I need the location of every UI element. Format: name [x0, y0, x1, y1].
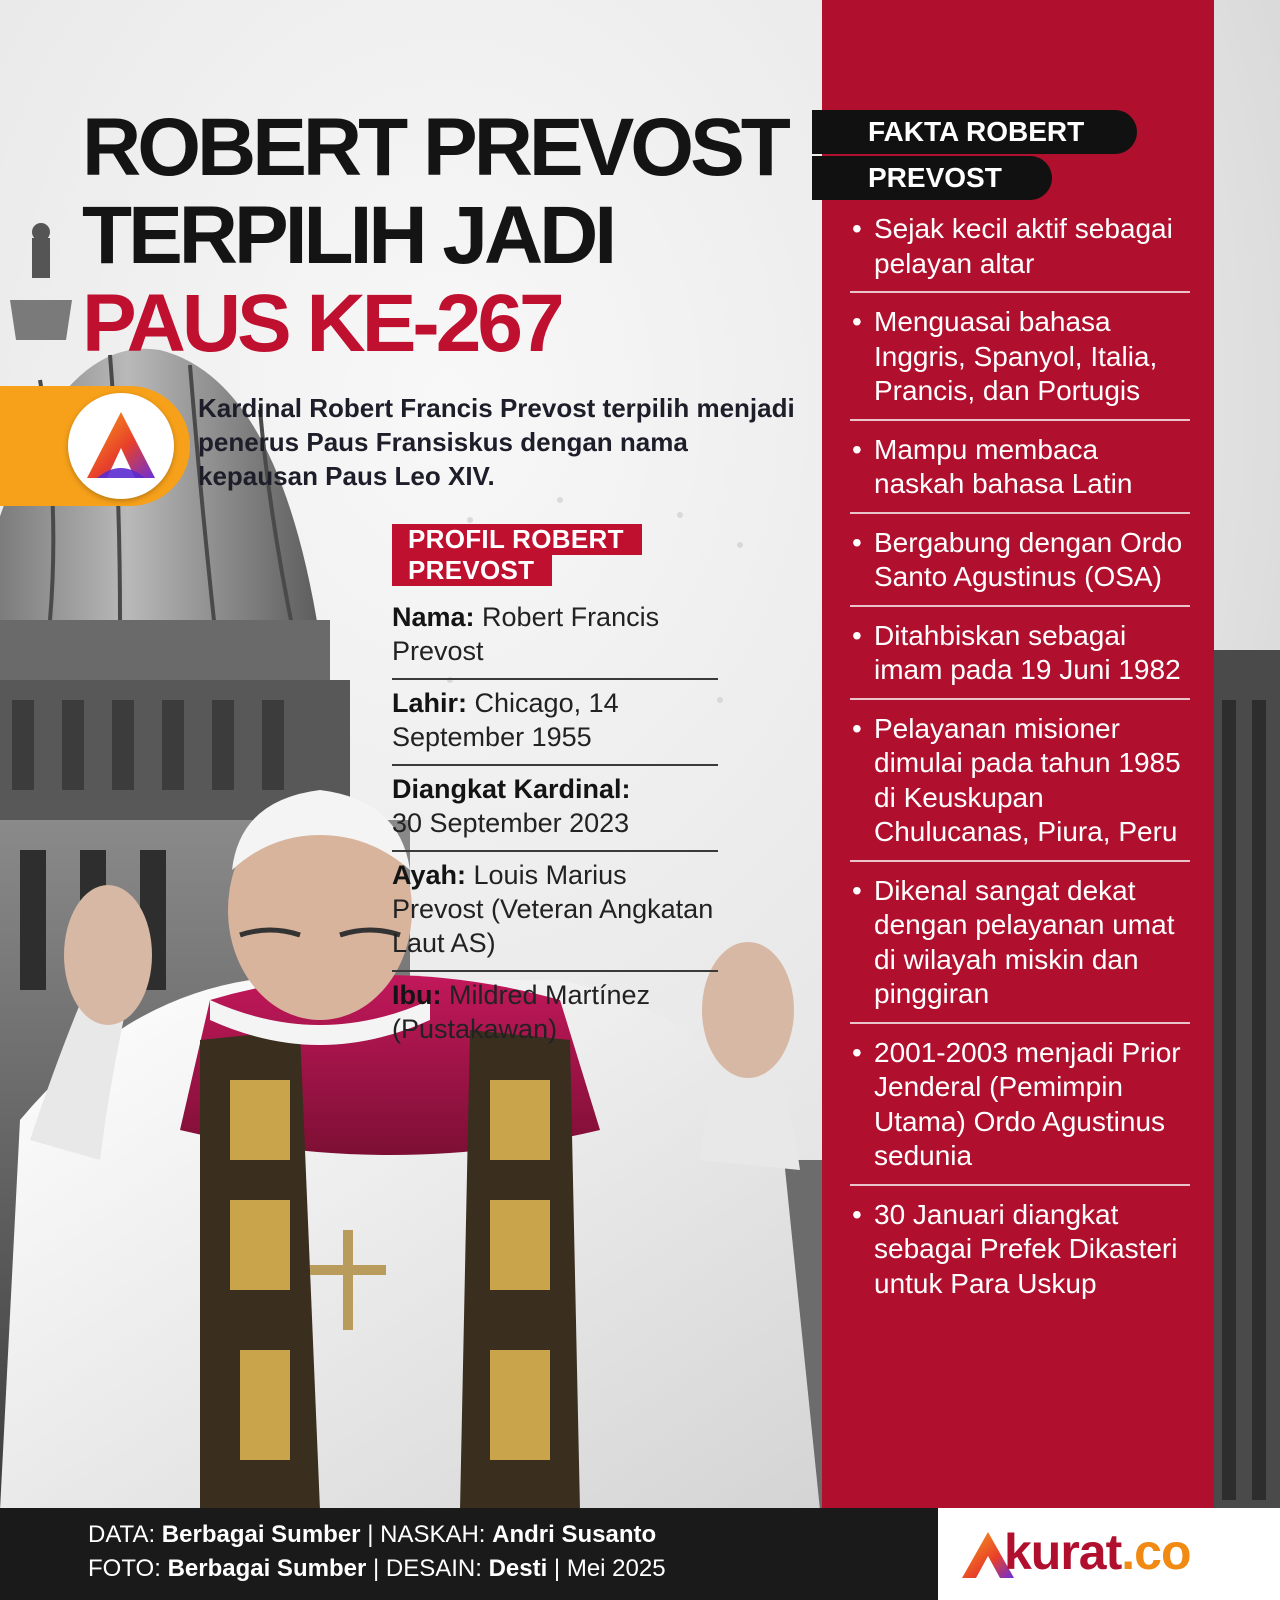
credit-label: DATA: — [88, 1521, 156, 1548]
brand-wordmark — [1004, 1522, 1191, 1582]
brand-logo — [938, 1508, 1280, 1600]
bullet-icon: • — [852, 1036, 862, 1068]
credit-value: Berbagai Sumber — [161, 1521, 361, 1548]
credit-label: FOTO: — [88, 1555, 161, 1582]
headline — [82, 104, 802, 368]
profile-value: Robert Francis Prevost — [392, 602, 660, 666]
bullet-icon: • — [852, 433, 862, 465]
brand-suffix: .co — [1121, 1524, 1191, 1580]
bullet-icon: • — [852, 1198, 862, 1230]
fact-item — [850, 712, 1190, 862]
credit-date: Mei 2025 — [566, 1555, 666, 1582]
credits-line-2 — [88, 1552, 938, 1586]
profile-value: Chicago, 14 September 1955 — [392, 688, 619, 752]
credit-label: NASKAH: — [380, 1521, 486, 1548]
fact-item — [850, 212, 1190, 293]
bullet-icon: • — [852, 874, 862, 906]
bullet-icon: • — [852, 526, 862, 558]
fact-text: Mampu membaca naskah bahasa Latin — [874, 433, 1133, 499]
profile-label: Ibu: — [392, 980, 442, 1010]
profile-item-mother — [392, 972, 718, 1056]
credit-separator: | — [360, 1521, 381, 1548]
fact-item — [850, 619, 1190, 700]
profile-item-cardinal — [392, 766, 718, 852]
profile-label: Ayah: — [392, 860, 467, 890]
fact-text: Pelayanan misioner dimulai pada tahun 1985 di Keuskupan Chulucanas, Piura, Peru — [874, 712, 1181, 847]
intro-text: Kardinal Robert Francis Prevost terpilih menjadi penerus Paus Fransiskus dengan nama kepausan Paus Leo XIV. — [198, 393, 795, 491]
credit-value: Berbagai Sumber — [167, 1555, 367, 1582]
profile-label: Lahir: — [392, 688, 468, 718]
credit-label: DESAIN: — [385, 1555, 482, 1582]
fact-item — [850, 1036, 1190, 1186]
credits-footer — [0, 1508, 938, 1600]
profile-label: Nama: — [392, 602, 475, 632]
bullet-icon: • — [852, 619, 862, 651]
facts-list — [850, 212, 1190, 1323]
credit-value: Desti — [488, 1555, 548, 1582]
profile-badge-line-1: PROFIL ROBERT — [392, 524, 642, 555]
fact-text: 2001-2003 menjadi Prior Jenderal (Pemimpin Utama) Ordo Agustinus sedunia — [874, 1036, 1181, 1171]
profile-item-name — [392, 594, 718, 680]
profile-item-birth — [392, 680, 718, 766]
profile-item-father — [392, 852, 718, 972]
fact-text: 30 Januari diangkat sebagai Prefek Dikasteri untuk Para Uskup — [874, 1198, 1178, 1299]
credits-line-1 — [88, 1518, 938, 1552]
bullet-icon: • — [852, 306, 862, 337]
headline-line-2: TERPILIH JADI — [82, 190, 614, 281]
headline-line-1: ROBERT PREVOST — [82, 102, 787, 193]
fact-text: Dikenal sangat dekat dengan pelayanan umat di wilayah miskin dan pinggiran — [874, 874, 1175, 1009]
fact-text: Bergabung dengan Ordo Santo Agustinus (OSA) — [874, 526, 1183, 592]
credit-separator: | — [547, 1555, 567, 1582]
credit-value: Andri Susanto — [492, 1521, 657, 1548]
fact-text: Sejak kecil aktif sebagai pelayan altar — [874, 213, 1173, 279]
bullet-icon: • — [852, 712, 862, 744]
brand-name: kurat — [1004, 1524, 1122, 1580]
profile-value: Mildred Martínez (Pustakawan) — [392, 980, 651, 1044]
fact-item — [850, 874, 1190, 1024]
fact-item — [850, 526, 1190, 607]
headline-line-3: PAUS KE-267 — [82, 278, 561, 369]
profile-value: Louis Marius Prevost (Veteran Angkatan Laut AS) — [392, 860, 714, 958]
fact-text: Menguasai bahasa Inggris, Spanyol, Italia, Prancis, dan Portugis — [874, 306, 1158, 406]
facts-heading-line-1: FAKTA ROBERT — [812, 110, 1137, 154]
profile-value: 30 September 2023 — [392, 808, 630, 838]
profile-badge-line-2: PREVOST — [392, 555, 552, 586]
credit-separator: | — [366, 1555, 386, 1582]
fact-item — [850, 433, 1190, 514]
bullet-icon: • — [852, 213, 862, 244]
facts-heading-line-2: PREVOST — [812, 156, 1052, 200]
akurat-a-icon — [81, 406, 161, 486]
profile-label: Diangkat Kardinal: — [392, 774, 631, 804]
profile-list — [392, 594, 718, 1056]
fact-item — [850, 305, 1190, 421]
profile-section — [392, 524, 718, 1056]
akurat-logo-badge — [68, 393, 174, 499]
fact-item — [850, 1198, 1190, 1312]
fact-text: Ditahbiskan sebagai imam pada 19 Juni 1982 — [874, 619, 1181, 685]
